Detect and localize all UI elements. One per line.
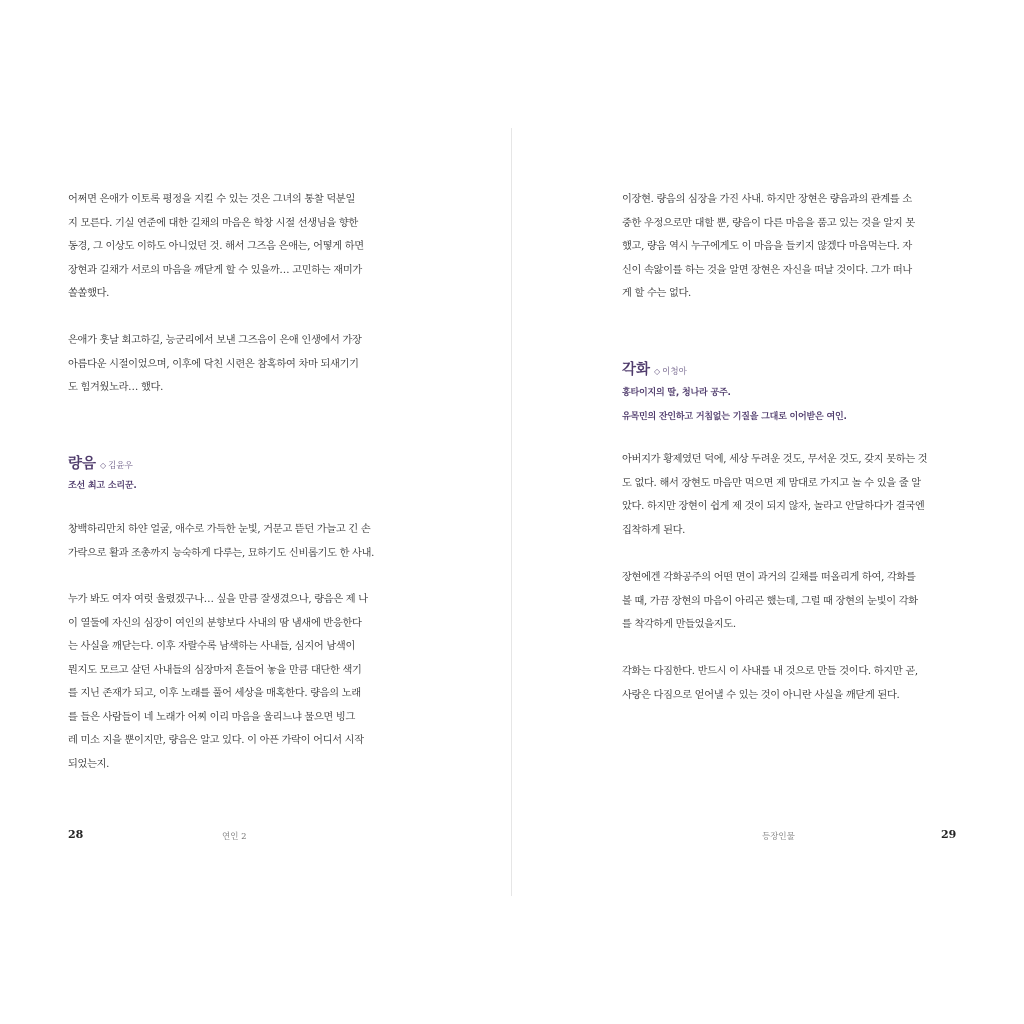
- right-paragraph-2: [622, 448, 962, 542]
- character-description: 홍타이지의 딸, 청나라 공주.: [622, 388, 731, 398]
- right-paragraph-4: [622, 660, 962, 707]
- text-line: 가락으로 활과 조총까지 능숙하게 다루는, 묘하기도 신비롭기도 한 사내.: [68, 547, 375, 559]
- text-line: 신이 속앓이를 하는 것을 알면 장현은 자신을 떠날 것이다. 그가 떠나: [622, 264, 912, 276]
- text-line: 어쩌면 은애가 이토록 평정을 지킬 수 있는 것은 그녀의 통찰 덕분일: [68, 194, 355, 205]
- text-line: 볼 때, 가끔 장현의 마음이 아리곤 했는데, 그럴 때 장현의 눈빛이 각화: [622, 595, 918, 607]
- text-line: 아버지가 황제였던 덕에, 세상 두려운 것도, 무서운 것도, 갖지 못하는 것: [622, 454, 928, 465]
- text-line: 은애가 훗날 회고하길, 능군리에서 보낸 그즈음이 은애 인생에서 가장: [68, 335, 362, 346]
- character-name: 량음: [68, 456, 97, 472]
- text-line: 했고, 량음 역시 누구에게도 이 마음을 들키지 않겠다 마음먹는다. 자: [622, 241, 912, 252]
- running-head-right: 등장인물: [762, 832, 795, 842]
- text-line: 장현에겐 각화공주의 어떤 면이 과거의 길채를 떠올리게 하여, 각화를: [622, 572, 916, 583]
- text-line: 를 착각하게 만들었을지도.: [622, 619, 736, 630]
- left-paragraph-1: [68, 188, 408, 306]
- text-line: 동경, 그 이상도 이하도 아니었던 것. 해서 그즈음 은애는, 어떻게 하면: [68, 241, 364, 252]
- character-description: 조선 최고 소리꾼.: [68, 481, 137, 491]
- text-line: 각화는 다짐한다. 반드시 이 사내를 내 것으로 만들 것이다. 하지만 곧,: [622, 666, 918, 677]
- right-paragraph-1: [622, 188, 962, 306]
- running-head-left: 연인 2: [222, 832, 247, 842]
- text-line: 를 들은 사람들이 네 노래가 어찌 이리 마음을 울리느냐 물으면 빙그: [68, 711, 355, 723]
- text-line: 도 없다. 해서 장현도 마음만 먹으면 제 맘대로 가지고 놀 수 있을 줄 알: [622, 477, 921, 489]
- character-heading-ryangeum: [68, 452, 133, 473]
- text-line: 누가 봐도 여자 여럿 울렸겠구나… 싶을 만큼 잘생겼으나, 량음은 제 나: [68, 594, 368, 605]
- text-line: 이 열둘에 자신의 심장이 여인의 분향보다 사내의 땀 냄새에 반응한다: [68, 617, 362, 629]
- text-line: 는 사실을 깨닫는다. 이후 자랄수록 남색하는 사내들, 심지어 남색이: [68, 641, 355, 652]
- text-line: 집착하게 된다.: [622, 524, 686, 536]
- text-line: 되었는지.: [68, 758, 110, 770]
- text-line: 뭔지도 모르고 살던 사내들의 심장마저 흔들어 놓을 만큼 대단한 색기: [68, 664, 362, 676]
- page-number-right: 29: [941, 828, 957, 841]
- text-line: 창백하리만치 하얀 얼굴, 애수로 가득한 눈빛, 거문고 뜯던 가늘고 긴 손: [68, 524, 371, 535]
- actor-name: 이청아: [662, 367, 687, 377]
- left-paragraph-2: [68, 329, 408, 400]
- left-paragraph-3: [68, 518, 408, 565]
- text-line: 를 지닌 존재가 되고, 이후 노래를 풀어 세상을 매혹한다. 량음의 노래: [68, 688, 361, 699]
- text-line: 았다. 하지만 장현이 쉽게 제 것이 되지 않자, 놀라고 안달하다가 결국엔: [622, 501, 925, 512]
- character-heading-gakhwa: [622, 358, 687, 379]
- text-line: 사랑은 다짐으로 얻어낼 수 있는 것이 아니란 사실을 깨닫게 된다.: [622, 689, 900, 701]
- page-number-left: 28: [68, 828, 84, 841]
- text-line: 이장현. 량음의 심장을 가진 사내. 하지만 장현은 량음과의 관계를 소: [622, 194, 912, 205]
- text-line: 지 모른다. 기실 연준에 대한 길채의 마음은 학창 시절 선생님을 향한: [68, 217, 358, 229]
- character-description: 유목민의 잔인하고 거침없는 기질을 그대로 이어받은 여인.: [622, 412, 847, 422]
- text-line: 레 미소 지을 뿐이지만, 량음은 알고 있다. 이 아픈 가락이 어디서 시작: [68, 735, 364, 746]
- book-spine: [511, 128, 512, 896]
- text-line: 장현과 길채가 서로의 마음을 깨닫게 할 수 있을까… 고민하는 재미가: [68, 264, 362, 276]
- text-line: 게 할 수는 없다.: [622, 288, 691, 299]
- text-line: 중한 우정으로만 대할 뿐, 량음이 다른 마음을 품고 있는 것을 알지 못: [622, 217, 915, 229]
- right-paragraph-3: [622, 566, 962, 637]
- left-paragraph-4: [68, 588, 408, 776]
- actor-name: 김윤우: [108, 461, 133, 471]
- diamond-icon: ◇: [100, 461, 107, 470]
- text-line: 아름다운 시절이었으며, 이후에 닥친 시련은 참혹하여 차마 되새기기: [68, 358, 359, 370]
- diamond-icon: ◇: [654, 367, 661, 376]
- text-line: 도 힘겨웠노라… 했다.: [68, 382, 164, 393]
- character-name: 각화: [622, 362, 651, 378]
- text-line: 쏠쏠했다.: [68, 288, 110, 299]
